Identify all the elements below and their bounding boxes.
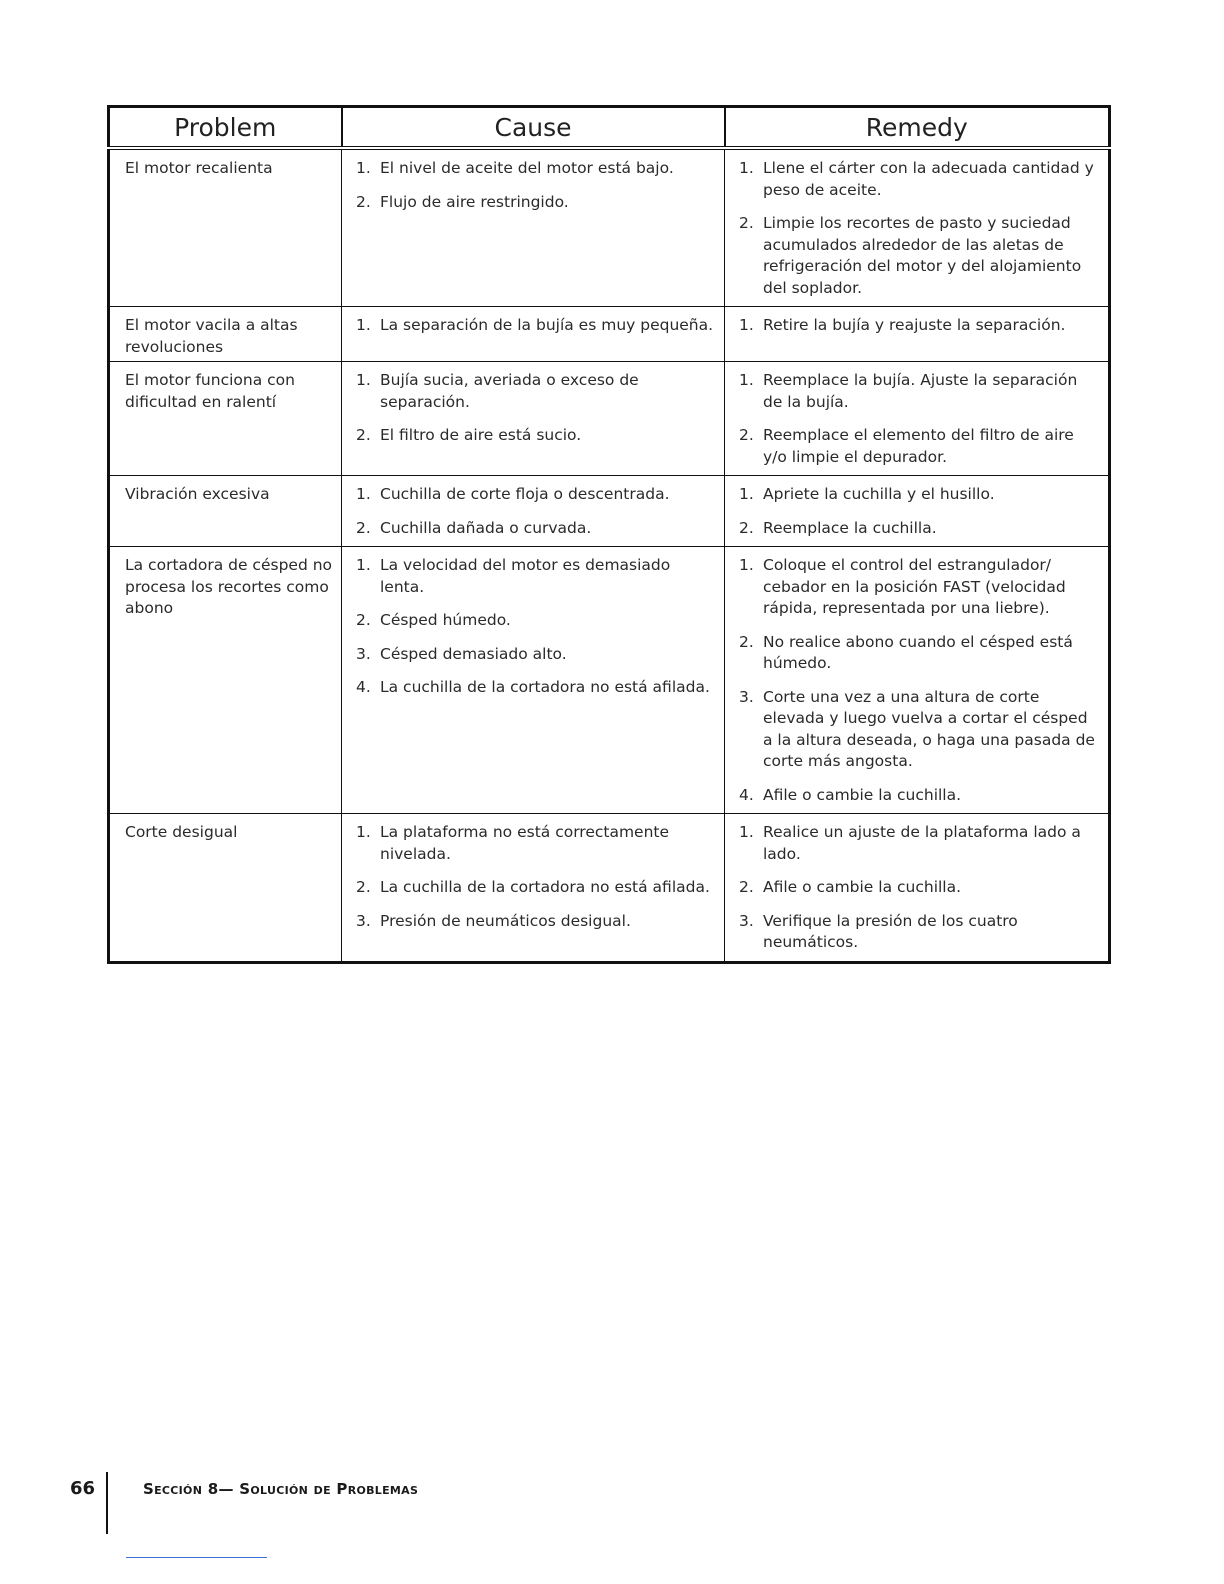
remedy-item-number: 1.	[739, 823, 754, 841]
cause-item-number: 3.	[356, 911, 371, 930]
cause-cell	[342, 362, 725, 476]
cause-item	[356, 911, 716, 933]
remedy-item-number: 1.	[739, 485, 754, 503]
table-row	[109, 148, 1110, 307]
cause-cell	[342, 148, 725, 307]
remedy-cell	[725, 476, 1110, 547]
troubleshooting-table	[107, 105, 1111, 964]
cause-item-text: Césped demasiado alto.	[380, 644, 567, 663]
cause-cell	[342, 307, 725, 362]
cause-cell	[342, 476, 725, 547]
remedy-cell	[725, 307, 1110, 362]
remedy-item-text: Reemplace el elemento del filtro de aire y/o limpie el depurador.	[763, 426, 1074, 466]
cause-item	[356, 610, 716, 632]
cause-item	[356, 555, 716, 598]
cause-item-text: La separación de la bujía es muy pequeña.	[380, 316, 714, 334]
cause-item-number: 1.	[356, 556, 371, 574]
remedy-item	[739, 687, 1100, 773]
cause-item-number: 2.	[356, 611, 371, 629]
remedy-item-text: Verifique la presión de los cuatro neumáticos.	[763, 911, 1018, 951]
cause-item-number: 1.	[356, 159, 371, 177]
table-header-row	[109, 107, 1110, 149]
cause-item-text: El filtro de aire está sucio.	[380, 426, 582, 444]
remedy-item	[739, 425, 1100, 468]
remedy-item-number: 2.	[739, 518, 754, 537]
remedy-item-number: 1.	[739, 316, 754, 334]
remedy-item	[739, 877, 1100, 899]
remedy-cell	[725, 148, 1110, 307]
cause-item-text: La cuchilla de la cortadora no está afilada.	[380, 878, 710, 896]
remedy-item-number: 4.	[739, 785, 754, 804]
remedy-item-number: 2.	[739, 632, 754, 651]
cause-item	[356, 677, 716, 699]
remedy-item	[739, 158, 1100, 201]
cause-item-text: La velocidad del motor es demasiado lenta.	[380, 556, 671, 596]
cause-item-number: 1.	[356, 371, 371, 389]
remedy-item	[739, 555, 1100, 620]
cause-item	[356, 644, 716, 666]
cause-item-number: 4.	[356, 678, 371, 696]
remedy-item-number: 1.	[739, 556, 754, 574]
remedy-item-number: 2.	[739, 214, 754, 232]
problem-cell: El motor recalienta	[109, 148, 342, 307]
cause-item	[356, 425, 716, 447]
remedy-item-number: 2.	[739, 426, 754, 444]
cause-item-number: 2.	[356, 426, 371, 444]
remedy-cell	[725, 814, 1110, 963]
remedy-item	[739, 911, 1100, 954]
problem-cell: Vibración excesiva	[109, 476, 342, 547]
remedy-item	[739, 518, 1100, 540]
cause-item-number: 2.	[356, 192, 371, 211]
remedy-cell	[725, 547, 1110, 814]
table-body	[109, 148, 1110, 962]
cause-item-text: Flujo de aire restringido.	[380, 192, 569, 211]
footer-divider	[106, 1472, 108, 1534]
cause-item-number: 2.	[356, 878, 371, 896]
remedy-item-text: Afile o cambie la cuchilla.	[763, 785, 962, 804]
header-cause: Cause	[342, 107, 725, 149]
cause-item	[356, 822, 716, 865]
cause-item	[356, 484, 716, 506]
cause-item-number: 3.	[356, 644, 371, 663]
remedy-item-text: Afile o cambie la cuchilla.	[763, 878, 962, 896]
cause-item	[356, 877, 716, 899]
remedy-item-text: Reemplace la cuchilla.	[763, 518, 937, 537]
cause-item	[356, 315, 716, 337]
remedy-item-text: Limpie los recortes de pasto y suciedad acumulados alrededor de las aletas de refrigeración del motor y del alojamiento del soplador.	[763, 214, 1082, 297]
remedy-item-text: Reemplace la bujía. Ajuste la separación de la bujía.	[763, 371, 1078, 411]
remedy-item-text: Retire la bujía y reajuste la separación.	[763, 316, 1066, 334]
cause-item-text: Césped húmedo.	[380, 611, 511, 629]
cause-item-number: 1.	[356, 316, 371, 334]
remedy-item	[739, 822, 1100, 865]
table-row	[109, 814, 1110, 963]
cause-item-text: Bujía sucia, averiada o exceso de separación.	[380, 371, 639, 411]
cause-item-text: Cuchilla dañada o curvada.	[380, 518, 592, 537]
remedy-item	[739, 484, 1100, 506]
remedy-item	[739, 213, 1100, 299]
remedy-item-text: Coloque el control del estrangulador/ cebador en la posición FAST (velocidad rápida, representada por una liebre).	[763, 556, 1066, 617]
table-row	[109, 307, 1110, 362]
cause-item-number: 1.	[356, 485, 371, 503]
problem-cell: Corte desigual	[109, 814, 342, 963]
cause-item-number: 2.	[356, 518, 371, 537]
remedy-item-number: 2.	[739, 878, 754, 896]
remedy-item-text: Llene el cárter con la adecuada cantidad y peso de aceite.	[763, 159, 1094, 199]
problem-cell: La cortadora de césped no procesa los recortes como abono	[109, 547, 342, 814]
cause-item	[356, 370, 716, 413]
table-row	[109, 547, 1110, 814]
page-number: 66	[70, 1478, 96, 1499]
cause-item-text: La cuchilla de la cortadora no está afilada.	[380, 678, 710, 696]
cause-item-text: La plataforma no está correctamente nivelada.	[380, 823, 670, 863]
remedy-item-text: Corte una vez a una altura de corte elevada y luego vuelva a cortar el césped a la altura deseada, o haga una pasada de corte más angosta.	[763, 687, 1095, 770]
remedy-item	[739, 370, 1100, 413]
remedy-item-text: Realice un ajuste de la plataforma lado a lado.	[763, 823, 1081, 863]
remedy-cell	[725, 362, 1110, 476]
remedy-item	[739, 785, 1100, 807]
section-title: Sección 8— Solución de Problemas	[143, 1480, 419, 1498]
table-row	[109, 362, 1110, 476]
remedy-item-text: Apriete la cuchilla y el husillo.	[763, 485, 995, 503]
cause-item	[356, 158, 716, 180]
header-problem: Problem	[109, 107, 342, 149]
troubleshooting-table-container	[107, 105, 1108, 964]
table-row	[109, 476, 1110, 547]
cause-cell	[342, 814, 725, 963]
cause-item-text: Cuchilla de corte floja o descentrada.	[380, 485, 670, 503]
remedy-item-text: No realice abono cuando el césped está húmedo.	[763, 632, 1073, 672]
link-underline	[126, 1557, 267, 1558]
remedy-item-number: 3.	[739, 687, 754, 706]
cause-cell	[342, 547, 725, 814]
page-footer	[0, 1472, 700, 1562]
remedy-item	[739, 632, 1100, 675]
problem-cell: El motor vacila a altas revoluciones	[109, 307, 342, 362]
header-remedy: Remedy	[725, 107, 1110, 149]
remedy-item-number: 3.	[739, 911, 754, 930]
cause-item	[356, 518, 716, 540]
remedy-item-number: 1.	[739, 159, 754, 177]
remedy-item	[739, 315, 1100, 337]
cause-item-number: 1.	[356, 823, 371, 841]
problem-cell: El motor funciona con dificultad en ralentí	[109, 362, 342, 476]
cause-item	[356, 192, 716, 214]
remedy-item-number: 1.	[739, 371, 754, 389]
cause-item-text: El nivel de aceite del motor está bajo.	[380, 159, 674, 177]
cause-item-text: Presión de neumáticos desigual.	[380, 911, 631, 930]
